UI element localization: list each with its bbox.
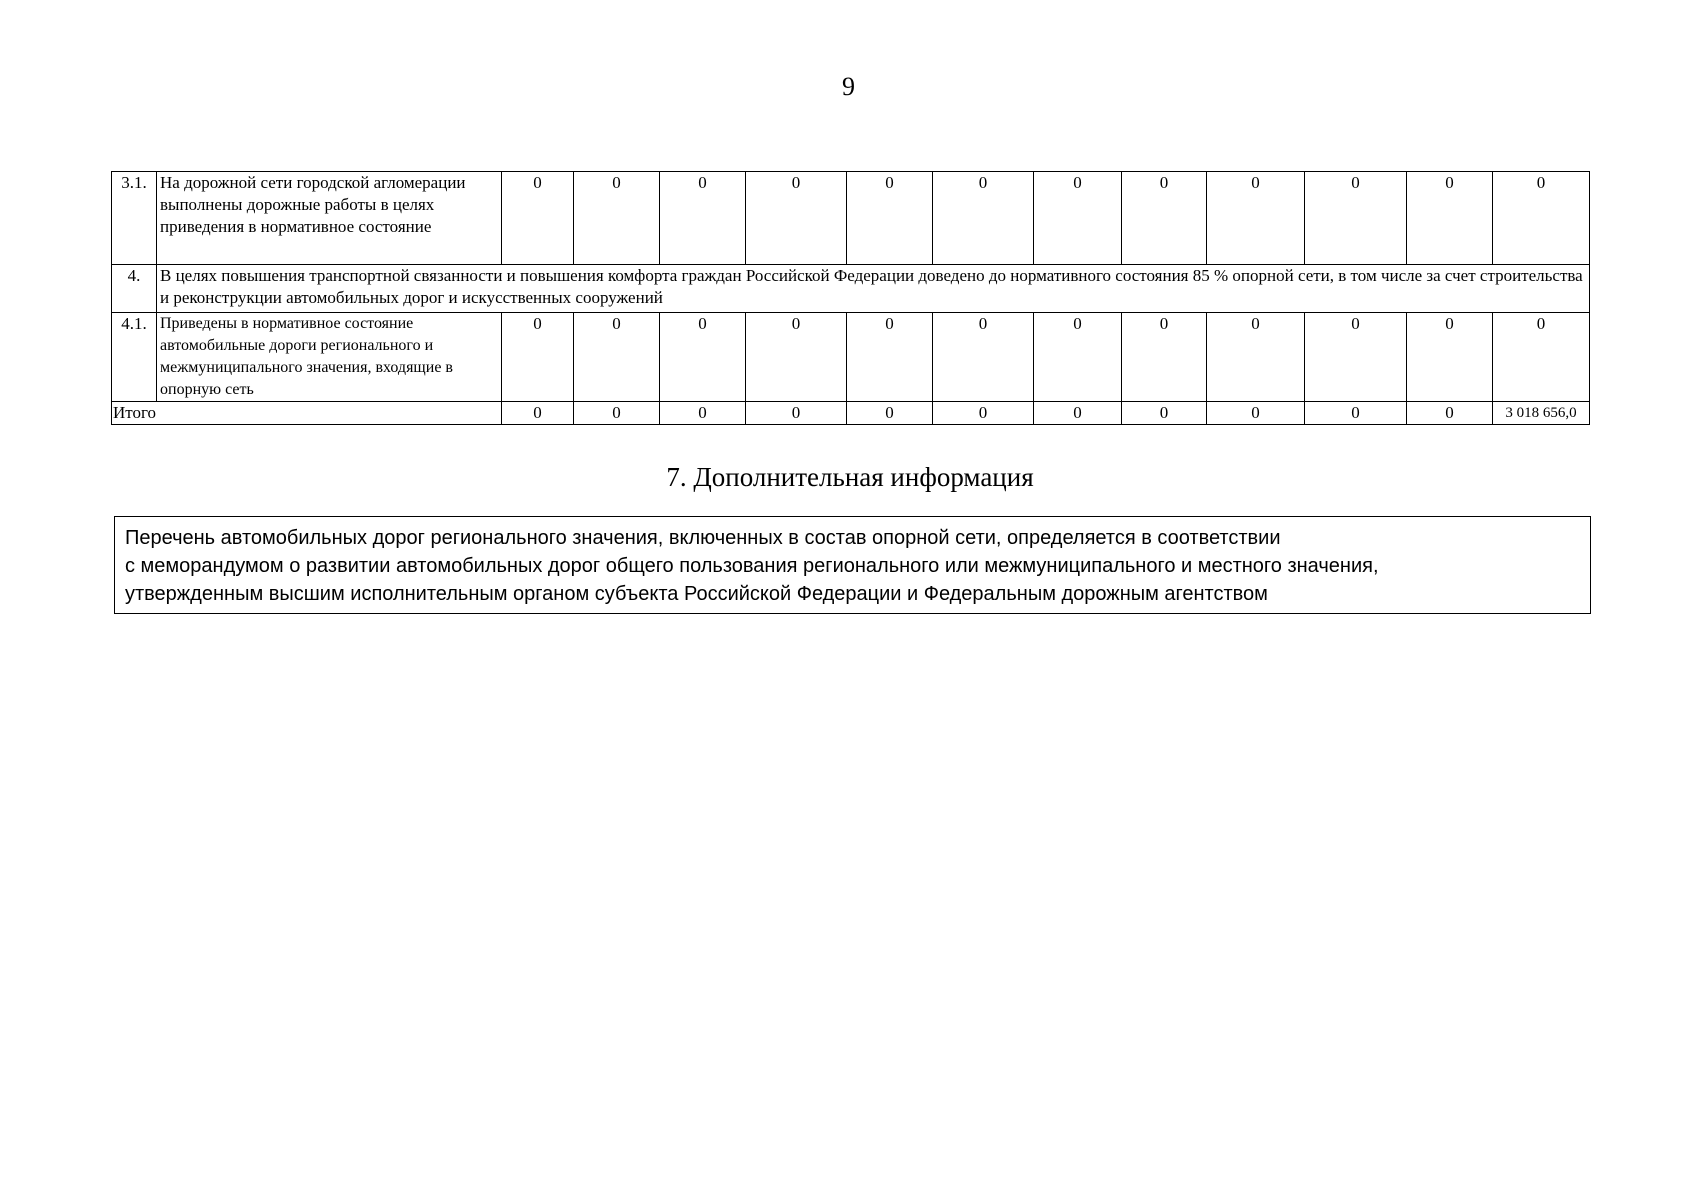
page-number: 9 — [842, 72, 855, 101]
table-row-total — [112, 402, 1590, 425]
value-cell: 0 — [1305, 172, 1407, 265]
table-row — [112, 313, 1590, 402]
info-line: с меморандумом о развитии автомобильных дорог общего пользования регионального или межмуниципального и местного значения, — [125, 555, 1379, 577]
additional-info-box — [114, 516, 1591, 614]
value-cell: 0 — [660, 313, 746, 402]
funding-table — [111, 171, 1590, 425]
value-cell: 0 — [1034, 313, 1122, 402]
value-cell: 0 — [502, 402, 574, 425]
value-cell: 0 — [1493, 172, 1590, 265]
value-cell: 0 — [502, 313, 574, 402]
value-cell: 0 — [933, 172, 1034, 265]
value-cell: 0 — [502, 172, 574, 265]
table-row — [112, 265, 1590, 313]
row-name: Приведены в нормативное состояние автомобильные дороги регионального и межмуниципального значения, входящие в опорную сеть — [157, 313, 502, 402]
value-cell: 0 — [1407, 402, 1493, 425]
value-cell: 0 — [933, 313, 1034, 402]
row-index: 3.1. — [112, 172, 157, 265]
value-cell: 0 — [847, 313, 933, 402]
info-line: Перечень автомобильных дорог регионального значения, включенных в состав опорной сети, определяется в соответствии — [125, 527, 1281, 549]
row-name: На дорожной сети городской агломерации выполнены дорожные работы в целях приведения в нормативное состояние — [157, 172, 502, 265]
value-cell: 0 — [1122, 402, 1207, 425]
value-cell: 0 — [660, 172, 746, 265]
table-row — [112, 172, 1590, 265]
value-cell: 0 — [1407, 313, 1493, 402]
value-cell: 0 — [746, 313, 847, 402]
value-cell: 0 — [1034, 172, 1122, 265]
value-cell: 0 — [1122, 172, 1207, 265]
grand-total-cell: 3 018 656,0 — [1493, 402, 1590, 425]
value-cell: 0 — [1407, 172, 1493, 265]
section-heading-cell: В целях повышения транспортной связанности и повышения комфорта граждан Российской Федерации доведено до нормативного состояния 85 % опорной сети, в том числе за счет строительства и реконструкции автомобильных дорог и искусственных сооружений — [157, 265, 1590, 313]
value-cell: 0 — [1207, 402, 1305, 425]
value-cell: 0 — [847, 172, 933, 265]
value-cell: 0 — [746, 402, 847, 425]
info-line: утвержденным высшим исполнительным органом субъекта Российской Федерации и Федеральным дорожным агентством — [125, 583, 1268, 605]
value-cell: 0 — [1207, 172, 1305, 265]
value-cell: 0 — [574, 172, 660, 265]
row-index: 4. — [112, 265, 157, 313]
section-title: 7. Дополнительная информация — [666, 462, 1034, 492]
value-cell: 0 — [1034, 402, 1122, 425]
value-cell: 0 — [1122, 313, 1207, 402]
row-index: 4.1. — [112, 313, 157, 402]
value-cell: 0 — [1493, 313, 1590, 402]
value-cell: 0 — [1305, 402, 1407, 425]
total-label: Итого — [112, 402, 502, 425]
value-cell: 0 — [574, 313, 660, 402]
value-cell: 0 — [1305, 313, 1407, 402]
value-cell: 0 — [660, 402, 746, 425]
value-cell: 0 — [1207, 313, 1305, 402]
value-cell: 0 — [574, 402, 660, 425]
value-cell: 0 — [746, 172, 847, 265]
value-cell: 0 — [933, 402, 1034, 425]
value-cell: 0 — [847, 402, 933, 425]
